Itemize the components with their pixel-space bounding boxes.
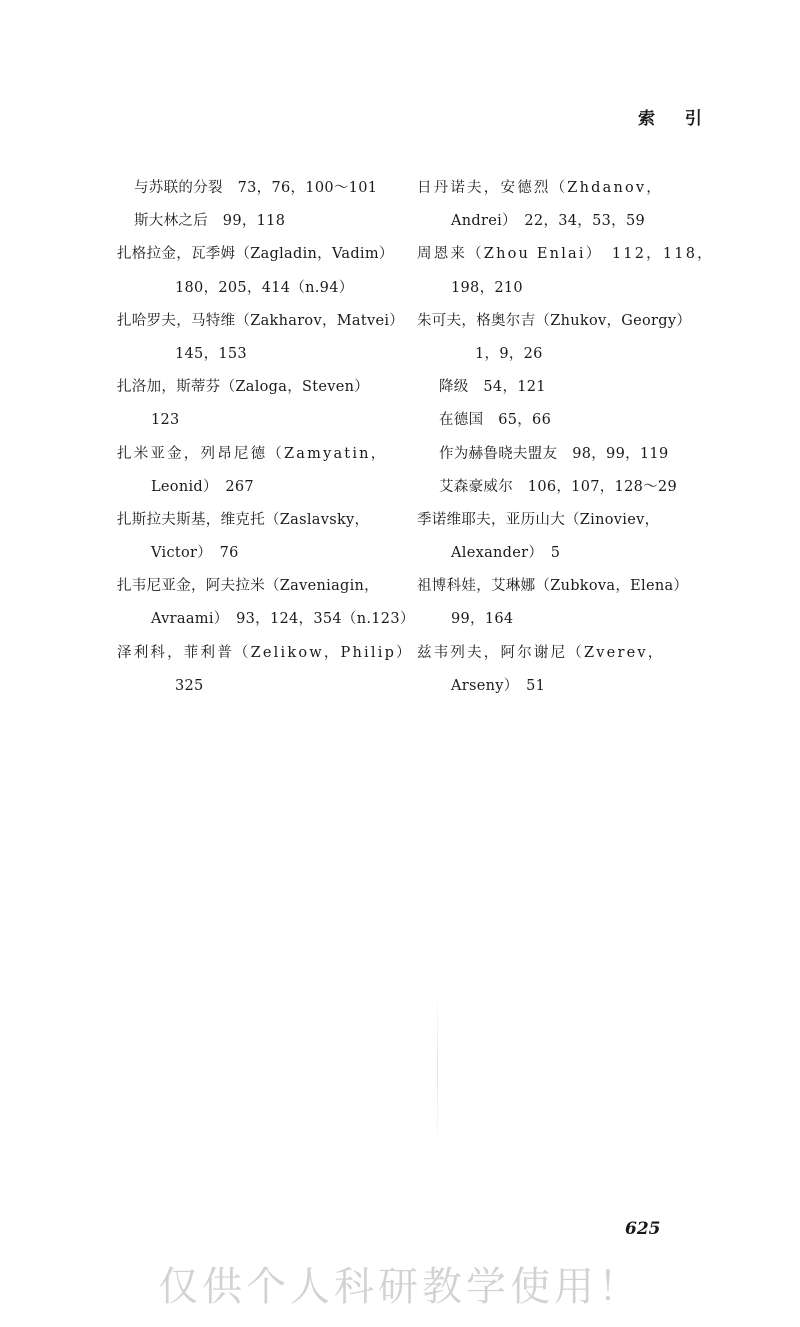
index-line: 123 <box>151 412 180 429</box>
index-line: 兹韦列夫，阿尔谢尼（Zverev， <box>417 644 665 661</box>
index-line: 1，9，26 <box>475 345 543 362</box>
index-line: Arseny） 51 <box>451 677 546 694</box>
index-line: Avraami） 93，124，354（n.123） <box>151 611 415 628</box>
index-line: 扎米亚金，列昂尼德（Zamyatin， <box>117 445 388 462</box>
index-line: 斯大林之后 99，118 <box>134 213 286 230</box>
index-line: 扎斯拉夫斯基，维克托（Zaslavsky， <box>117 511 370 528</box>
index-line: Leonid） 267 <box>151 478 254 495</box>
index-line: 朱可夫，格奥尔吉（Zhukov，Georgy） <box>417 312 692 329</box>
index-line: Alexander） 5 <box>451 545 561 562</box>
index-line: 145，153 <box>175 345 247 362</box>
index-line: 与苏联的分裂 73，76，100～101 <box>134 180 378 196</box>
index-line: 降级 54，121 <box>439 379 546 396</box>
index-column-left <box>117 172 415 703</box>
index-line: 祖博科娃，艾琳娜（Zubkova，Elena） <box>417 578 689 595</box>
index-line: Victor） 76 <box>151 545 239 562</box>
index-line: 泽利科，菲利普（Zelikow，Philip） <box>117 644 413 661</box>
index-line: 扎格拉金，瓦季姆（Zagladin，Vadim） <box>117 246 394 263</box>
index-line: 日丹诺夫，安德烈（Zhdanov， <box>417 180 663 196</box>
index-line: 作为赫鲁晓夫盟友 98，99，119 <box>439 445 669 462</box>
index-line: 99，164 <box>451 611 514 628</box>
running-head-title: 索 引 <box>638 109 714 129</box>
watermark-text: 仅供个人科研教学使用！ <box>158 1264 642 1310</box>
index-line: 扎洛加，斯蒂芬（Zaloga，Steven） <box>117 379 370 396</box>
index-line: 扎韦尼亚金，阿夫拉米（Zaveniagin， <box>117 578 379 595</box>
index-line: 扎哈罗夫，马特维（Zakharov，Matvei） <box>117 312 405 329</box>
index-line: 周恩来（Zhou Enlai） 112，118， <box>417 246 714 263</box>
page-crease-mark <box>437 990 438 1150</box>
index-line: 198，210 <box>451 279 523 296</box>
page-number: 625 <box>625 1219 661 1239</box>
index-line: 325 <box>175 677 204 694</box>
index-line: 艾森豪威尔 106，107，128～29 <box>439 478 677 495</box>
index-line: Andrei） 22，34，53，59 <box>451 213 645 230</box>
index-line: 季诺维耶夫，亚历山大（Zinoviev， <box>417 511 660 528</box>
index-line: 在德国 65，66 <box>439 412 552 429</box>
index-line: 180，205，414（n.94） <box>175 279 354 296</box>
index-column-right <box>417 172 714 703</box>
